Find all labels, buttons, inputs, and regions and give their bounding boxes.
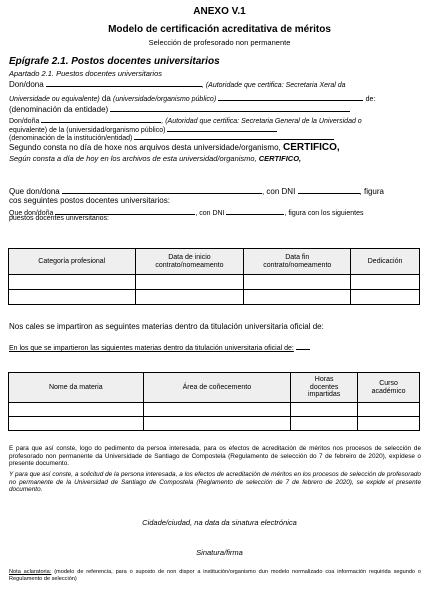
intro-gl-line2: Universidade ou equivalente) da (universidade/organismo público) de: [9,94,376,103]
table-row [9,403,420,417]
annex-label: ANEXO V.1 [193,6,246,17]
intro-es-line1: Don/doña , (Autoridad que certifica: Secretaria General de la Universidad o [9,115,362,125]
organism-blank [218,93,363,101]
posts-table-header [9,249,420,275]
intro-es-line2: equivalente) de la (universidad/organismo público) [9,124,277,134]
place-date: Cidade/ciudad, na data da sinatura electrónica [142,518,297,527]
header-cell: Área de coñecemento [143,373,291,403]
header-cell: Horas docentes impartidas [291,373,358,403]
subjects-es: En los que se impartieron las siguientes materias dentro da titulación universitaria oficial de: [9,342,310,352]
dni-blank [298,186,360,194]
section-subheading: Apartado 2.1. Puestos docentes universitarios [9,69,163,78]
person-gl-line1: Que don/dona , con DNI , figura [9,187,384,196]
person-es-line2: puestos docentes universitarios: [9,215,109,222]
person-gl-line2: cos seguintes postos docentes universitarios: [9,196,170,205]
table-row [9,417,420,431]
intro-gl-line3: (denominación da entidade) [9,104,350,114]
subjects-table-header [9,373,420,403]
intro-es-line3: (denominación de la institución/entidad) [9,132,334,142]
person-es-line1: Que don/doña , con DNI , figura con los siguientes [9,207,363,217]
header-cell: Data de inicio contrato/nomeamento [135,249,244,275]
subjects-table [8,372,420,431]
table-row [9,290,420,305]
closing-gl: E para que así conste, logo do pedimento da persoa interesada, para os efectos de acreditación de méritos nos procesos de selección de profesorado non permanente da Universidade de Santiago de Compostela (Regulamento de selección do 7 de febreiro de 2020), expídese o presente documento. [9,445,421,468]
intro-gl-line1: Don/dona , (Autoridade que certifica: Secretaria Xeral da [9,80,346,89]
person-name-blank [62,186,262,194]
header-cell: Nome da materia [9,373,144,403]
posts-table [8,248,420,305]
table-row [9,275,420,290]
header-cell: Categoría profesional [9,249,136,275]
clarifying-note: Nota aclaratoria: (modelo de referencia, para o suposto de non dispor a institución/organismo dun modelo normalizado coa información requirida segundo o Regulamento de selección) [9,569,421,582]
signature-label: Sinatura/firma [196,548,243,557]
entity-blank [110,104,350,112]
document-title: Modelo de certificación acreditativa de méritos [108,24,331,35]
section-heading: Epígrafe 2.1. Postos docentes universitarios [9,56,220,67]
name-blank [46,79,202,87]
certify-es: Según consta a día de hoy en los archivos de esta universidad/organismo, CERTIFICO, [9,154,302,163]
document-subtitle: Selección de profesorado non permanente [148,38,291,47]
header-cell: Data fin contrato/nomeamento [244,249,351,275]
header-cell: Dedicación [351,249,420,275]
header-cell: Curso académico [358,373,420,403]
subjects-gl: Nos cales se impartiron as seguintes materias dentro da titulación universitaria oficial de: [9,322,324,331]
certify-gl: Segundo consta no día de hoxe nos arquivos desta universidade/organismo, CERTIFICO, [9,142,340,153]
closing-es: Y para que así conste, a solicitud de la persona interesada, a los efectos de acreditación de méritos en los procesos de selección de profesorado no permanente de la Universidad de Santiago de Compostela (Reglamento de selección de 7 de febrero de 2020), se expide el presente documento. [9,471,421,494]
